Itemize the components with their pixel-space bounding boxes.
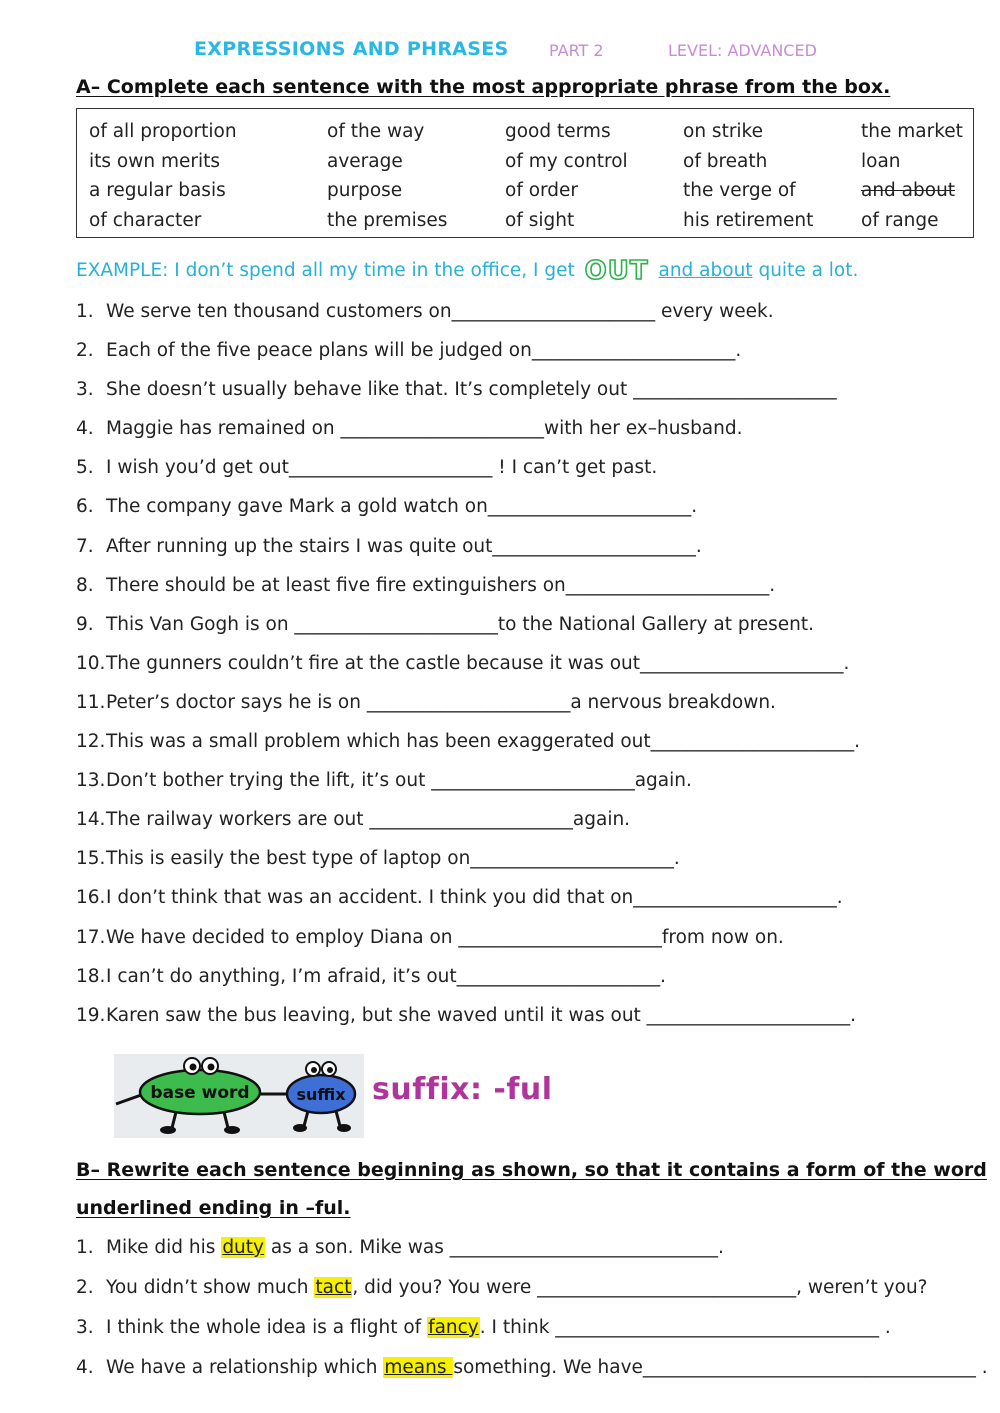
phrase: of range bbox=[861, 209, 939, 231]
question-row bbox=[76, 803, 986, 842]
question-text bbox=[106, 1312, 986, 1352]
phrase: loan bbox=[861, 150, 901, 172]
question-text: The railway workers are out ______________________again. bbox=[106, 809, 631, 831]
question-text: Each of the five peace plans will be judged on______________________. bbox=[106, 340, 742, 362]
question-number: 1. bbox=[76, 301, 94, 322]
phrase: his retirement bbox=[683, 209, 814, 231]
keyword-out: OUT bbox=[584, 256, 649, 286]
rewrite-row bbox=[76, 1232, 986, 1272]
phrase-column bbox=[327, 117, 447, 235]
question-number: 3. bbox=[76, 1317, 94, 1338]
question-row bbox=[76, 451, 986, 490]
question-text: Don’t bother trying the lift, it’s out ______________________again. bbox=[106, 770, 692, 792]
page-title: EXPRESSIONS AND PHRASES bbox=[194, 38, 509, 60]
example-text: EXAMPLE: I don’t spend all my time in the office, I get bbox=[76, 260, 575, 281]
question-number: 5. bbox=[76, 457, 94, 479]
text-before: You didn’t show much bbox=[106, 1277, 315, 1298]
question-text: This was a small problem which has been exaggerated out______________________. bbox=[106, 731, 861, 753]
question-text: After running up the stairs I was quite out______________________. bbox=[106, 535, 702, 557]
level-label: LEVEL: ADVANCED bbox=[668, 41, 817, 60]
highlighted-word: tact bbox=[315, 1277, 352, 1298]
question-number: 17. bbox=[76, 926, 106, 948]
question-row bbox=[76, 490, 986, 529]
question-row bbox=[76, 921, 986, 960]
phrase: of all proportion bbox=[89, 121, 237, 142]
question-row bbox=[76, 530, 986, 569]
question-number: 4. bbox=[76, 1357, 94, 1378]
text-before: I think the whole idea is a flight of bbox=[106, 1317, 428, 1338]
highlighted-word: duty bbox=[222, 1237, 264, 1258]
example-sentence bbox=[76, 256, 976, 290]
question-row bbox=[76, 334, 986, 373]
section-a-heading: A– Complete each sentence with the most appropriate phrase from the box. bbox=[76, 76, 891, 98]
question-text: This is easily the best type of laptop on______________________. bbox=[106, 848, 680, 870]
rewrite-row bbox=[76, 1272, 986, 1312]
question-number: 9. bbox=[76, 613, 94, 635]
phrase: the premises bbox=[327, 209, 448, 231]
phrase: of character bbox=[89, 209, 202, 231]
phrase: the verge of bbox=[683, 180, 796, 201]
section-b-heading: B– Rewrite each sentence beginning as shown, so that it contains a form of the word bbox=[76, 1159, 987, 1181]
question-text: We serve ten thousand customers on______________________ every week. bbox=[106, 301, 774, 322]
base-word-suffix-illustration bbox=[114, 1054, 364, 1138]
question-text bbox=[106, 1232, 986, 1272]
question-text: Peter’s doctor says he is on ______________________a nervous breakdown. bbox=[106, 691, 776, 713]
question-row bbox=[76, 764, 986, 803]
phrase: of my control bbox=[505, 150, 628, 172]
question-row bbox=[76, 608, 986, 647]
phrase: of order bbox=[505, 180, 579, 201]
question-text: We have decided to employ Diana on ______________________from now on. bbox=[106, 926, 784, 948]
question-number: 2. bbox=[76, 340, 94, 362]
question-row bbox=[76, 647, 986, 686]
text-after: something. We have____________________________________ . bbox=[453, 1357, 988, 1378]
part-label: PART 2 bbox=[549, 41, 604, 60]
question-number: 14. bbox=[76, 809, 106, 831]
question-number: 13. bbox=[76, 770, 106, 792]
phrase-column bbox=[861, 117, 963, 235]
question-row bbox=[76, 725, 986, 764]
question-row bbox=[76, 569, 986, 608]
question-number: 2. bbox=[76, 1277, 94, 1298]
question-list bbox=[76, 295, 986, 1038]
text-after: , did you? You were ____________________________, weren’t you? bbox=[352, 1277, 928, 1298]
question-number: 10. bbox=[76, 652, 106, 674]
question-text: Maggie has remained on ______________________with her ex–husband. bbox=[106, 418, 743, 440]
phrase-column bbox=[505, 117, 628, 235]
question-text: The gunners couldn’t fire at the castle because it was out______________________. bbox=[106, 652, 850, 674]
phrase: its own merits bbox=[89, 150, 221, 172]
phrase-column bbox=[89, 117, 237, 235]
example-answer: and about bbox=[658, 260, 753, 281]
question-text: Karen saw the bus leaving, but she waved until it was out ______________________. bbox=[106, 1004, 857, 1026]
phrase: of the way bbox=[327, 121, 425, 142]
question-row bbox=[76, 881, 986, 920]
question-text bbox=[106, 1352, 988, 1392]
question-text: This Van Gogh is on ______________________to the National Gallery at present. bbox=[106, 613, 815, 635]
phrase: the market bbox=[861, 121, 963, 142]
text-before: Mike did his bbox=[106, 1237, 222, 1258]
question-row bbox=[76, 373, 986, 412]
question-text: The company gave Mark a gold watch on______________________. bbox=[106, 496, 698, 518]
question-text: I don’t think that was an accident. I think you did that on______________________. bbox=[106, 887, 843, 909]
text-before: We have a relationship which bbox=[106, 1357, 384, 1378]
page-header bbox=[0, 36, 1000, 66]
question-number: 19. bbox=[76, 1004, 106, 1026]
question-number: 18. bbox=[76, 965, 106, 987]
phrase: on strike bbox=[683, 121, 763, 142]
question-number: 12. bbox=[76, 731, 106, 753]
question-number: 16. bbox=[76, 887, 106, 909]
question-text: There should be at least five fire extinguishers on______________________. bbox=[106, 574, 776, 596]
question-row bbox=[76, 412, 986, 451]
question-number: 6. bbox=[76, 496, 94, 518]
question-number: 11. bbox=[76, 691, 106, 713]
question-text bbox=[106, 1272, 986, 1312]
highlighted-word: fancy bbox=[428, 1317, 479, 1338]
phrase-box bbox=[76, 108, 974, 238]
phrase: good terms bbox=[505, 121, 611, 142]
base-word-label: base word bbox=[150, 1083, 250, 1103]
phrase: of sight bbox=[505, 209, 575, 231]
question-number: 3. bbox=[76, 379, 94, 401]
question-number: 7. bbox=[76, 535, 94, 557]
rewrite-row bbox=[76, 1352, 986, 1392]
question-number: 15. bbox=[76, 848, 106, 870]
phrase: a regular basis bbox=[89, 180, 226, 201]
question-number: 1. bbox=[76, 1237, 94, 1258]
phrase-used: and about bbox=[861, 180, 956, 201]
section-b-heading-line2: underlined ending in –ful. bbox=[76, 1197, 351, 1219]
phrase: of breath bbox=[683, 150, 768, 172]
phrase-column bbox=[683, 117, 813, 235]
question-row bbox=[76, 295, 986, 334]
question-row bbox=[76, 842, 986, 881]
question-text: I can’t do anything, I’m afraid, it’s out______________________. bbox=[106, 965, 667, 987]
text-after: . I think ___________________________________ . bbox=[479, 1317, 891, 1338]
example-text-end: quite a lot. bbox=[758, 260, 859, 281]
question-text: She doesn’t usually behave like that. It’s completely out ______________________ bbox=[106, 379, 837, 401]
question-number: 4. bbox=[76, 418, 94, 440]
suffix-label: suffix bbox=[296, 1085, 346, 1104]
rewrite-row bbox=[76, 1312, 986, 1352]
question-row bbox=[76, 999, 986, 1038]
highlighted-word: means bbox=[384, 1357, 453, 1378]
text-after: as a son. Mike was _____________________________. bbox=[264, 1237, 724, 1258]
suffix-title: suffix: -ful bbox=[372, 1072, 553, 1107]
question-row bbox=[76, 960, 986, 999]
question-row bbox=[76, 686, 986, 725]
question-text: I wish you’d get out______________________ ! I can’t get past. bbox=[106, 457, 658, 479]
base-word-suffix-drawing bbox=[114, 1054, 364, 1138]
rewrite-list bbox=[76, 1232, 986, 1392]
question-number: 8. bbox=[76, 574, 94, 596]
phrase: average bbox=[327, 150, 403, 172]
phrase: purpose bbox=[327, 180, 403, 201]
